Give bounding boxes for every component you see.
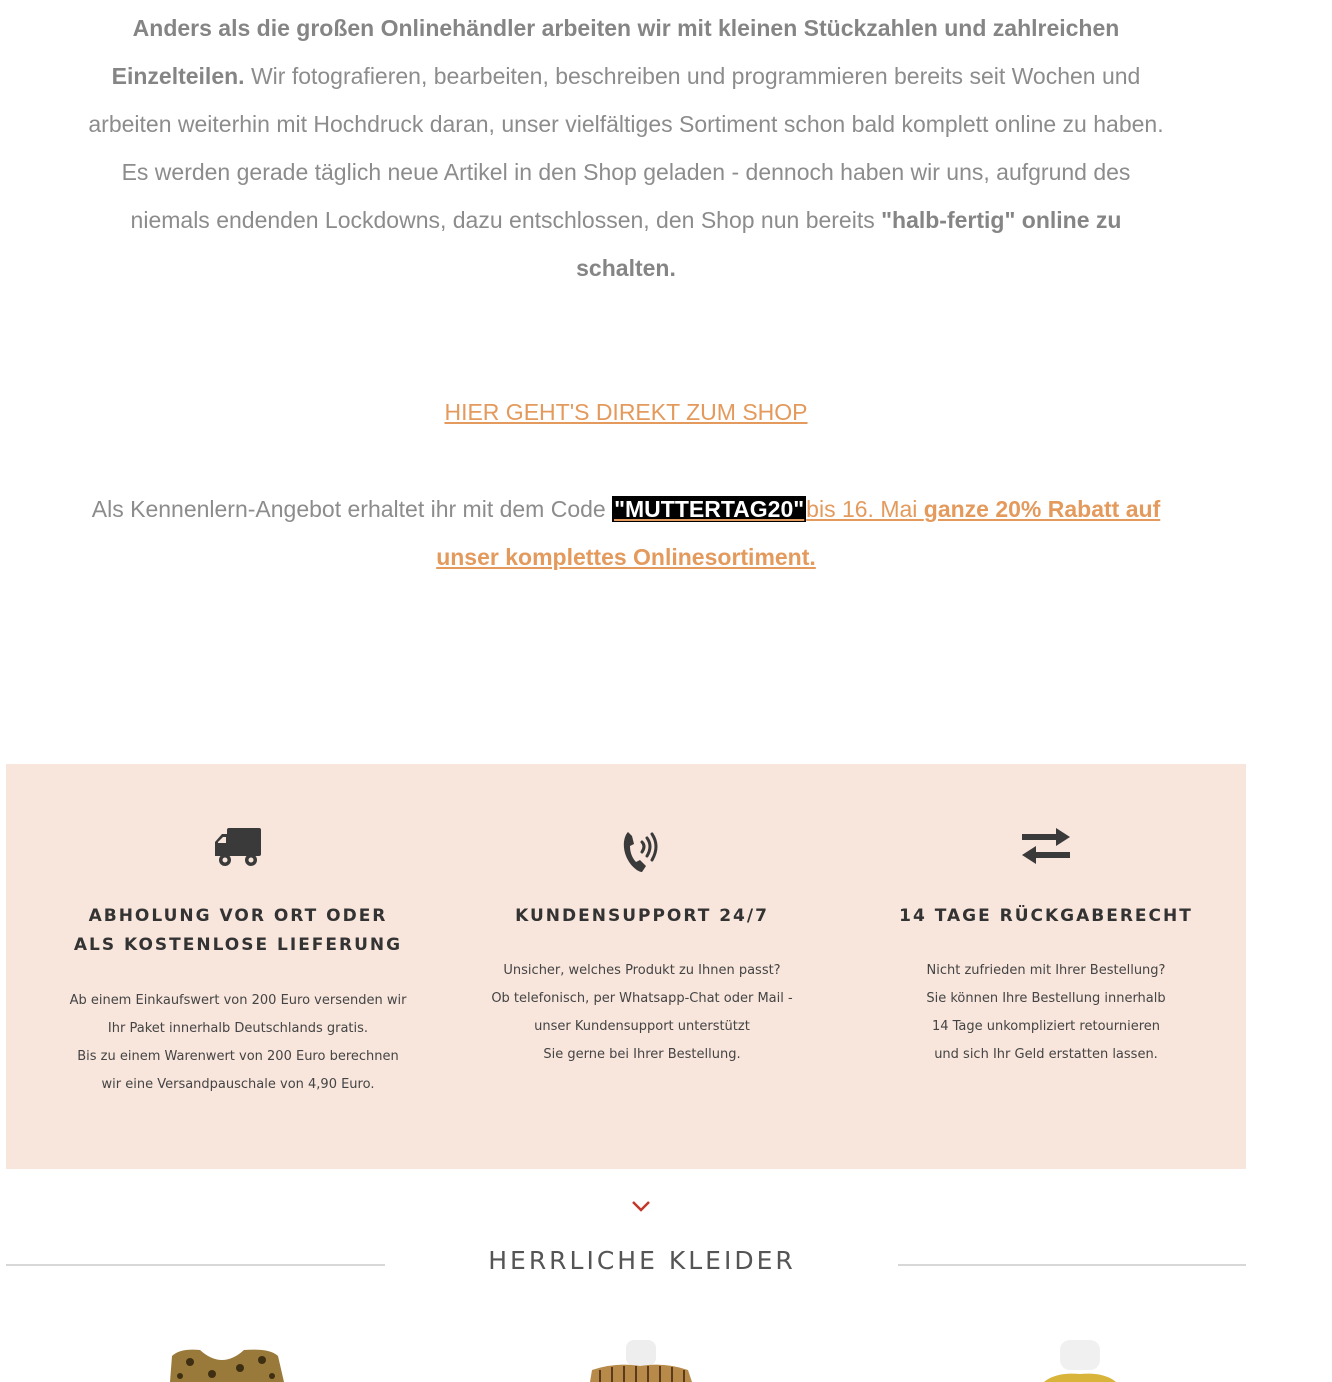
feature-delivery-desc-line: Ab einem Einkaufswert von 200 Euro versenden wir — [69, 993, 407, 1008]
section-divider-left — [6, 1264, 385, 1266]
intro-bold-1: Anders als die großen Onlinehändler arbeiten wir mit kleinen Stückzahlen und zahlreichen Einzelteilen. — [111, 15, 1120, 89]
feature-delivery-desc-line: Ihr Paket innerhalb Deutschlands gratis. — [107, 1021, 369, 1036]
coupon-code: "MUTTERTAG20" — [614, 496, 805, 522]
feature-support-desc-line: Unsicher, welches Produkt zu Ihnen passt? — [503, 963, 781, 978]
offer-until: bis 16. Mai — [806, 496, 924, 522]
offer-prefix: Als Kennenlern-Angebot erhaltet ihr mit dem Code — [91, 496, 613, 522]
section-divider-right — [898, 1264, 1246, 1266]
feature-support-desc — [440, 957, 844, 1069]
phone-icon — [440, 826, 844, 876]
feature-returns-desc-line: 14 Tage unkompliziert retournieren — [931, 1019, 1161, 1034]
feature-returns-desc-line: Nicht zufrieden mit Ihrer Bestellung? — [926, 963, 1166, 978]
feature-support-desc-line: Ob telefonisch, per Whatsapp-Chat oder Mail - — [491, 991, 793, 1006]
feature-support-title: KUNDENSUPPORT 24/7 — [515, 906, 769, 926]
product-image-leopard-dress[interactable] — [160, 1340, 290, 1382]
feature-delivery-desc-line: Bis zu einem Warenwert von 200 Euro berechnen — [77, 1049, 399, 1064]
feature-support-desc-line: unser Kundensupport unterstützt — [534, 1019, 750, 1034]
intro-paragraph-1 — [80, 4, 1172, 148]
feature-returns-desc-line: Sie können Ihre Bestellung innerhalb — [926, 991, 1166, 1006]
feature-returns-title: 14 TAGE RÜCKGABERECHT — [899, 906, 1193, 926]
offer-discount: ganze 20% Rabatt auf unser komplettes Onlinesortiment. — [436, 496, 1161, 570]
feature-delivery-title-2: ALS KOSTENLOSE LIEFERUNG — [73, 935, 403, 955]
features-panel — [6, 764, 1246, 1169]
section-title: HERRLICHE KLEIDER — [488, 1246, 796, 1275]
intro-text — [80, 4, 1172, 292]
feature-support-desc-line: Sie gerne bei Ihrer Bestellung. — [543, 1047, 741, 1062]
product-image-checked-dress[interactable] — [576, 1340, 706, 1382]
product-image-yellow-dress[interactable] — [1016, 1340, 1146, 1382]
intro-text-1: Wir fotografieren, bearbeiten, beschreiben und programmieren bereits seit Wochen und arbeiten weiterhin mit Hochdruck daran, unser vielfältiges Sortiment schon bald komplett online zu haben. — [88, 63, 1164, 137]
exchange-arrows-icon — [844, 826, 1248, 876]
truck-icon — [36, 826, 440, 876]
intro-paragraph-2 — [80, 148, 1172, 292]
feature-delivery-desc-line: wir eine Versandpauschale von 4,90 Euro. — [101, 1077, 375, 1092]
feature-returns-desc-line: und sich Ihr Geld erstatten lassen. — [934, 1047, 1158, 1062]
shop-link[interactable]: HIER GEHT'S DIREKT ZUM SHOP — [444, 399, 808, 425]
intro-text-2: Es werden gerade täglich neue Artikel in den Shop geladen - dennoch haben wir uns, aufgrund des niemals endenden Lockdowns, dazu entschlossen, den Shop nun bereits — [121, 159, 1131, 233]
feature-delivery-title — [36, 902, 440, 960]
intro-bold-2: "halb-fertig" online zu schalten. — [576, 207, 1122, 281]
shop-link-wrap — [0, 392, 1252, 432]
feature-delivery-title-1: ABHOLUNG VOR ORT ODER — [88, 906, 388, 926]
feature-delivery-desc — [36, 987, 440, 1099]
chevron-down-icon[interactable] — [630, 1198, 652, 1219]
offer-text — [80, 485, 1172, 581]
feature-returns-desc — [844, 957, 1248, 1069]
